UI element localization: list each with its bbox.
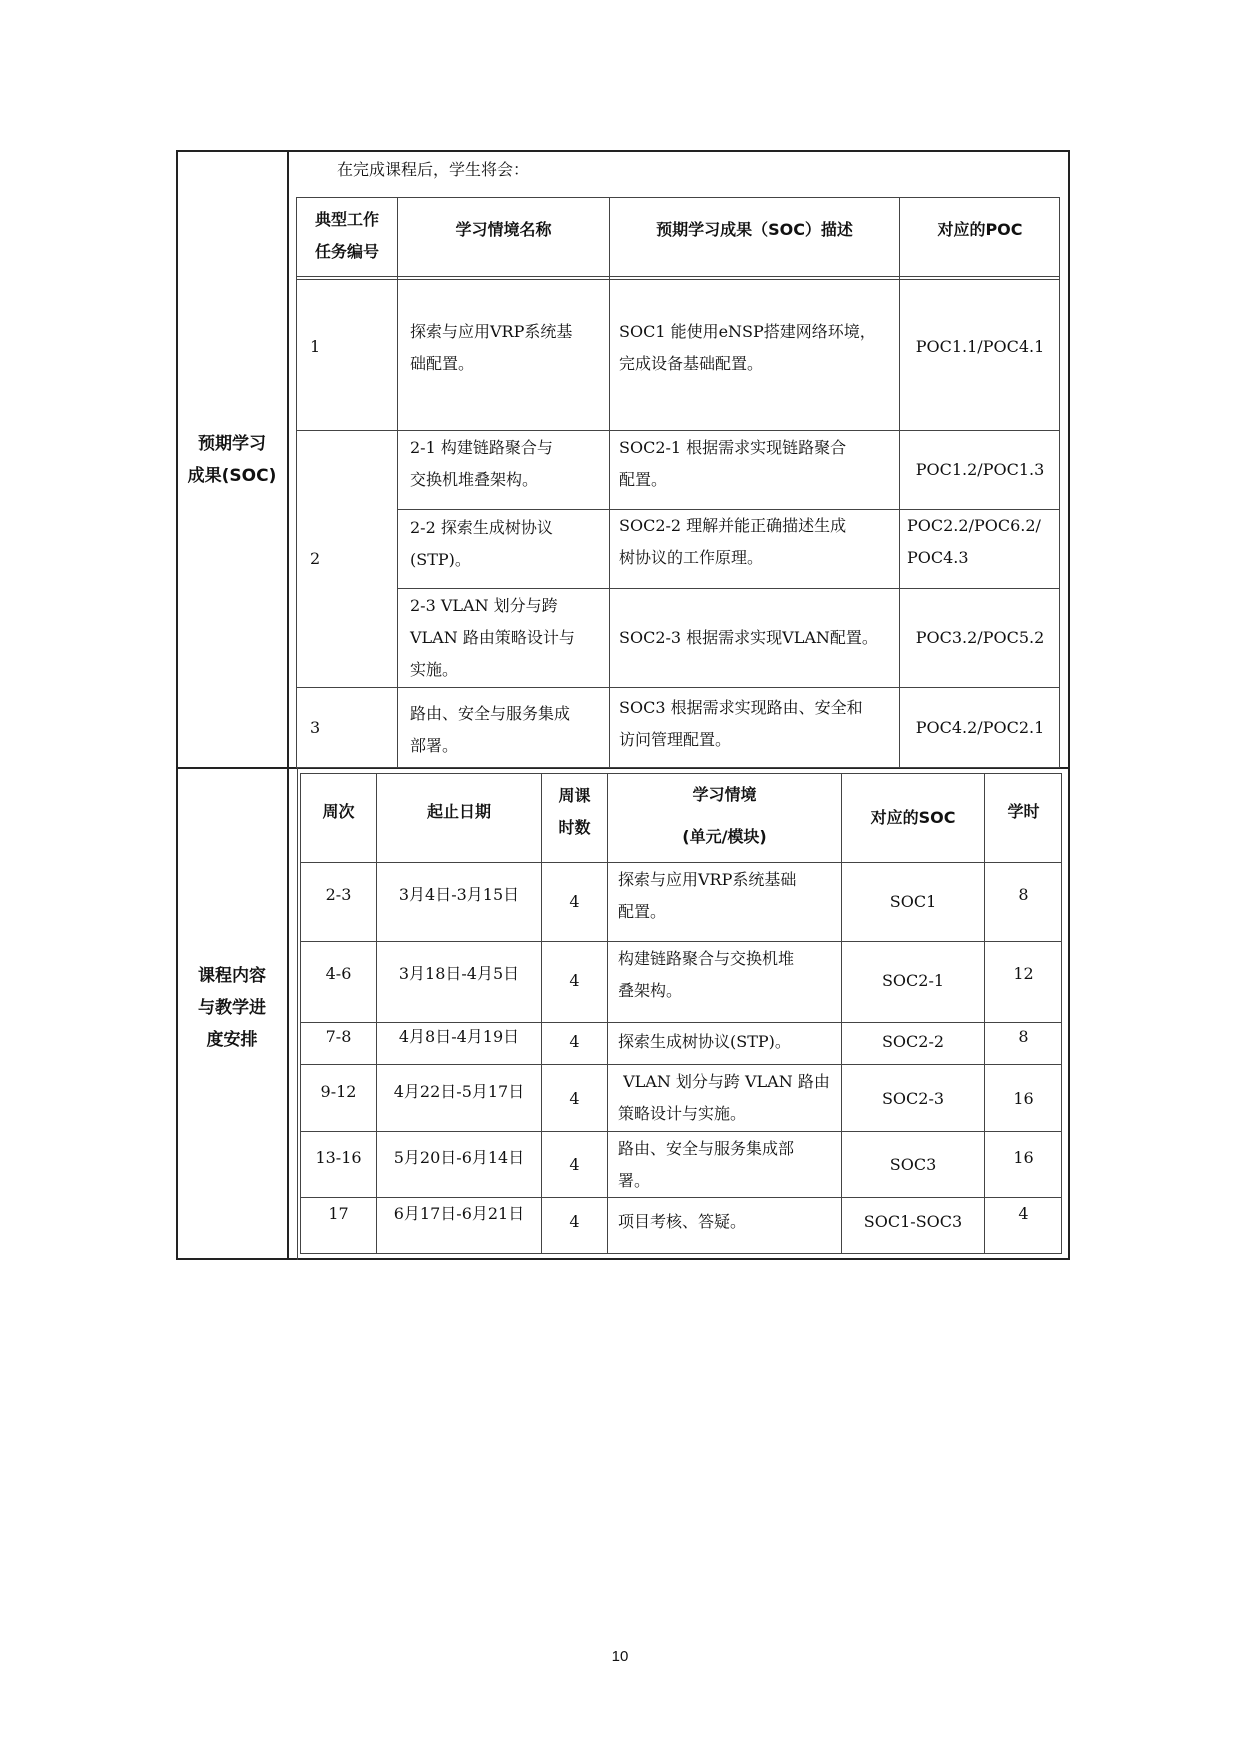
table-row-week: 4-6 bbox=[325, 964, 352, 983]
table-row-task: 1 bbox=[310, 337, 321, 356]
table-row-dates: 4月22日-5月17日 bbox=[393, 1082, 525, 1101]
header-module: 学习情境 (单元/模块) bbox=[682, 785, 767, 846]
table-row-soc: SOC2-2 bbox=[881, 1032, 945, 1051]
table-row-scenario: 2-2 探索生成树协议 (STP)。 bbox=[410, 518, 553, 569]
table-row-soc: SOC3 根据需求实现路由、安全和 访问管理配置。 bbox=[619, 698, 863, 749]
table-row-scenario: 路由、安全与服务集成 部署。 bbox=[410, 704, 571, 755]
table-row-hours: 4 bbox=[569, 971, 580, 990]
header-scenario: 学习情境名称 bbox=[455, 220, 552, 239]
header-soc: 对应的SOC bbox=[870, 808, 956, 827]
header-weekly-hours: 周课 时数 bbox=[558, 786, 591, 837]
table-row-week: 17 bbox=[328, 1204, 349, 1223]
table-row-scenario: 2-3 VLAN 划分与跨 VLAN 路由策略设计与 实施。 bbox=[410, 596, 575, 679]
header-poc: 对应的POC bbox=[937, 220, 1023, 239]
table-row-soc: SOC2-1 根据需求实现链路聚合 配置。 bbox=[619, 438, 847, 489]
table-row-poc: POC2.2/POC6.2/ POC4.3 bbox=[907, 516, 1041, 567]
table-row-week: 2-3 bbox=[325, 885, 352, 904]
table-row-scenario: 2-1 构建链路聚合与 交换机堆叠架构。 bbox=[410, 438, 553, 489]
table-row-hours: 4 bbox=[569, 1089, 580, 1108]
table-row-soc: SOC2-3 根据需求实现VLAN配置。 bbox=[619, 628, 878, 647]
table-row-module: 项目考核、答疑。 bbox=[618, 1212, 747, 1231]
section1-label: 预期学习 成果(SOC) bbox=[187, 434, 277, 486]
table-row-credit: 8 bbox=[1018, 885, 1029, 904]
left-column-divider bbox=[287, 150, 289, 1260]
table-row-week: 13-16 bbox=[315, 1148, 362, 1167]
table-row-soc: SOC3 bbox=[889, 1155, 937, 1174]
table-row-soc: SOC1 能使用eNSP搭建网络环境， 完成设备基础配置。 bbox=[619, 322, 876, 373]
table-row-hours: 4 bbox=[569, 892, 580, 911]
table-row-poc: POC4.2/POC2.1 bbox=[915, 717, 1045, 737]
table-row-task: 2 bbox=[310, 549, 321, 568]
table-row-poc: POC1.2/POC1.3 bbox=[915, 460, 1045, 479]
table-row-hours: 4 bbox=[569, 1032, 580, 1051]
table-row-poc: POC3.2/POC5.2 bbox=[915, 628, 1045, 647]
table-row-dates: 6月17日-6月21日 bbox=[393, 1204, 525, 1223]
table-row-scenario: 探索与应用VRP系统基 础配置。 bbox=[410, 322, 573, 373]
header-dates: 起止日期 bbox=[426, 802, 491, 821]
table-row-credit: 8 bbox=[1018, 1027, 1029, 1046]
table-row-module: VLAN 划分与跨 VLAN 路由 策略设计与实施。 bbox=[618, 1072, 830, 1123]
section1-intro: 在完成课程后，学生将会： bbox=[337, 160, 530, 179]
table-row-dates: 3月18日-4月5日 bbox=[398, 964, 520, 983]
table-row-module: 构建链路聚合与交换机堆 叠架构。 bbox=[618, 949, 795, 1000]
page-number: 10 bbox=[611, 1648, 629, 1665]
header-credit-hours: 学时 bbox=[1007, 802, 1040, 821]
table-row-credit: 16 bbox=[1013, 1148, 1034, 1167]
table-row-week: 7-8 bbox=[325, 1027, 352, 1046]
section2-label: 课程内容 与教学进 度安排 bbox=[198, 966, 266, 1050]
table-row-hours: 4 bbox=[569, 1155, 580, 1174]
table-row-task: 3 bbox=[310, 717, 321, 737]
table-row-soc: SOC2-1 bbox=[881, 971, 945, 990]
table-row-soc: SOC1 bbox=[889, 892, 937, 911]
table-row-soc: SOC1-SOC3 bbox=[863, 1212, 963, 1231]
table-row-dates: 3月4日-3月15日 bbox=[398, 885, 520, 904]
table-row-module: 探索与应用VRP系统基础 配置。 bbox=[618, 870, 797, 921]
header-soc: 预期学习成果（SOC）描述 bbox=[656, 220, 853, 239]
header-task-no: 典型工作 任务编号 bbox=[314, 210, 379, 261]
header-week: 周次 bbox=[322, 802, 355, 821]
table-row-soc: SOC2-3 bbox=[881, 1089, 945, 1108]
table-row-week: 9-12 bbox=[320, 1082, 357, 1101]
table-row-dates: 5月20日-6月14日 bbox=[393, 1148, 525, 1167]
table-row-poc: POC1.1/POC4.1 bbox=[915, 337, 1045, 356]
table-row-module: 路由、安全与服务集成部 署。 bbox=[618, 1139, 795, 1190]
table-row-credit: 4 bbox=[1018, 1204, 1029, 1223]
table-row-credit: 12 bbox=[1013, 964, 1034, 983]
table-row-module: 探索生成树协议(STP)。 bbox=[618, 1032, 791, 1051]
table-row-hours: 4 bbox=[569, 1212, 580, 1231]
table-row-credit: 16 bbox=[1013, 1089, 1034, 1108]
table-row-soc: SOC2-2 理解并能正确描述生成 树协议的工作原理。 bbox=[619, 516, 847, 567]
table-row-dates: 4月8日-4月19日 bbox=[398, 1027, 520, 1046]
